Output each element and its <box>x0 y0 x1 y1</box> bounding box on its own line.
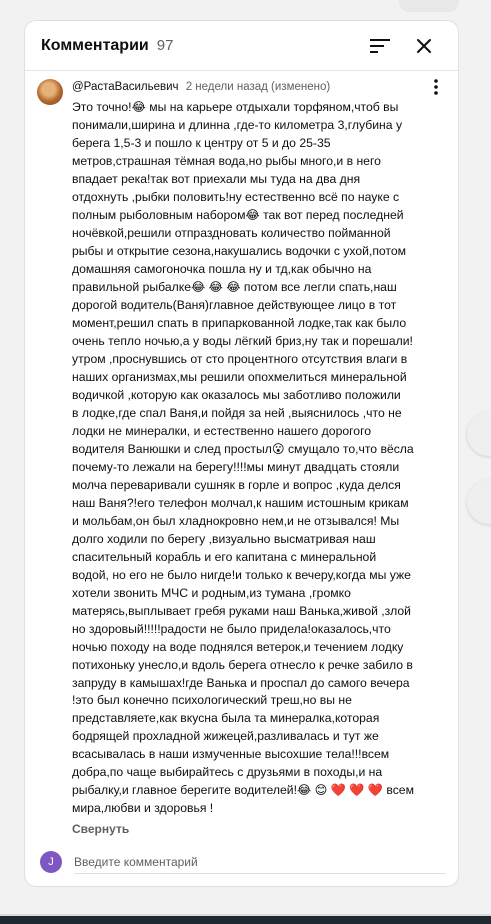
comment-text-line: водой, но его не было нигде!и только к вечеру,когда мы уже <box>72 567 411 582</box>
comment-text-line: бодрящей прохладной жижецей,разливалась и тут же <box>72 729 379 744</box>
comment-text-line: утром ,проснувшись от сто процентного отсутствия влаги в <box>72 351 408 366</box>
comment-text-line: впадает река!так вот приехали мы туда на два дня <box>72 171 361 186</box>
comment-input[interactable] <box>74 851 446 874</box>
top-partial-chip <box>399 0 459 12</box>
comment-text-line: рыбы и открытие сезона,накушались водочки с ухой,потом <box>72 243 407 258</box>
comment-text-line: хотели звонить МЧС и родным,из тумана ,громко <box>72 585 351 600</box>
comment-text-line: Это точно!😂 мы на карьере отдыхали торфяном,чтоб вы <box>72 100 399 114</box>
comment-text-line: ночью походу на воде поднялся ветерок,и течением лодку <box>72 639 404 654</box>
comment-text <box>72 99 446 818</box>
comment-text-line: матерясь,выплывает гребя руками наш Ванька,живой ,злой <box>72 603 411 618</box>
comment-text-line: момент,решил спать в припаркованной лодке,так как было <box>72 315 407 330</box>
comment-body <box>72 79 446 838</box>
sort-button[interactable] <box>362 28 398 64</box>
comment-text-line: понимали,ширина и длинна ,где-то километра 3,глубина у <box>72 117 403 132</box>
comment-text-line: лодки не минералки, и естественно нашего дорогого <box>72 423 372 438</box>
comment-text-line: молча переваривали сушняк в горле и вопрос ,куда делся <box>72 477 401 492</box>
sort-icon <box>370 38 390 54</box>
comment-time[interactable]: 2 недели назад (изменено) <box>185 81 331 93</box>
side-nav-button-upper[interactable] <box>467 412 491 456</box>
comment-count: 97 <box>156 37 174 54</box>
comment-text-line: дорогой водитель(Ваня)главное действующее лицо в тот <box>72 297 397 312</box>
user-avatar: J <box>40 851 62 873</box>
comment-text-line: наших организмах,мы решили опохмелиться минеральной <box>72 369 407 384</box>
comment-text-line: отдохнуть ,рыбки половить!ну естественно всё по науке с <box>72 189 400 204</box>
comment-text-line: ночёвкой,решили отпраздновать количество пойманной <box>72 225 391 240</box>
comment-item <box>25 71 458 838</box>
comment-text-line: в лодке,где спал Ваня,и пойдя за ней ,выяснилось ,что не <box>72 405 402 420</box>
close-button[interactable] <box>406 28 442 64</box>
comment-text-line: представляете,как вкусна была та минералка,которая <box>72 711 380 726</box>
collapse-button[interactable]: Свернуть <box>72 822 130 837</box>
comment-text-line: но здоровый!!!!!радости не было придела!оказалось,что <box>72 621 391 636</box>
comment-text-line: наш Ваня?!его телефон молчал,к нашим истошным крикам <box>72 495 409 510</box>
taskbar-strip <box>0 916 491 924</box>
comment-text-line: потихоньку унесло,и вдоль берега отнесло к речке забило в <box>72 657 413 672</box>
close-icon <box>416 38 432 54</box>
comment-text-line: мира,любви и здоровья ! <box>72 801 214 816</box>
comment-author[interactable]: @РастаВасильевич <box>72 81 179 93</box>
comment-compose <box>37 849 446 875</box>
comment-text-line: домашняя самогоночка пошла ну и тд,как обычно на <box>72 261 372 276</box>
comment-text-line: и мольбам,он был хладнокровно нем,и не отзывался! Мы <box>72 513 400 528</box>
comment-meta <box>72 79 446 97</box>
comment-text-line: полным рыболовным набором😂 так вот перед последней <box>72 207 404 222</box>
comment-text-line: !это был конечно психологический треш,но вы не <box>72 693 352 708</box>
comments-header <box>25 21 458 71</box>
header-title: Комментарии <box>41 36 149 54</box>
comment-text-line: рыбалку,и главное берегите водителей!😂 😊 ❤️ ❤️ ❤️ всем <box>72 783 414 798</box>
comment-text-line: берега 1,5-3 и пошло к центру от 5 и до 25-35 <box>72 135 331 150</box>
avatar[interactable] <box>37 79 63 105</box>
comment-text-line: водичкой ,которую как оказалось мы заботливо положили <box>72 387 401 402</box>
comment-text-line: добра,по чаще выбирайтесь с друзьями в походы,и на <box>72 765 383 780</box>
more-vertical-icon <box>434 79 438 95</box>
comment-text-line: долго ходили по берегу ,визуально высматривая наш <box>72 531 376 546</box>
comment-text-line: почему-то лежали на берегу!!!!мы минут двадцать стояли <box>72 459 400 474</box>
side-nav-button-lower[interactable] <box>467 480 491 524</box>
comment-text-line: правильной рыбалке😂 😂 😂 потом все легли спать,наш <box>72 279 397 294</box>
comment-text-line: запруду в камышах!где Ванька и проспал до самого вечера <box>72 675 410 690</box>
comment-text-line: очень тепло ночью,а у воды лёгкий бриз,ну так и порешали! <box>72 333 413 348</box>
comment-text-line: водителя Ванюшки и след простыл😮 смущало то,что вёсла <box>72 441 414 456</box>
comment-text-line: спасительный корабль и его капитана с минеральной <box>72 549 377 564</box>
comment-text-line: всасывалась в наши измученные высохшие тела!!!всем <box>72 747 390 762</box>
comment-text-line: метров,страшная тёмная вода,но рыбы много,и в него <box>72 153 381 168</box>
comments-panel <box>24 20 459 887</box>
comment-action-menu-button[interactable] <box>424 75 448 99</box>
